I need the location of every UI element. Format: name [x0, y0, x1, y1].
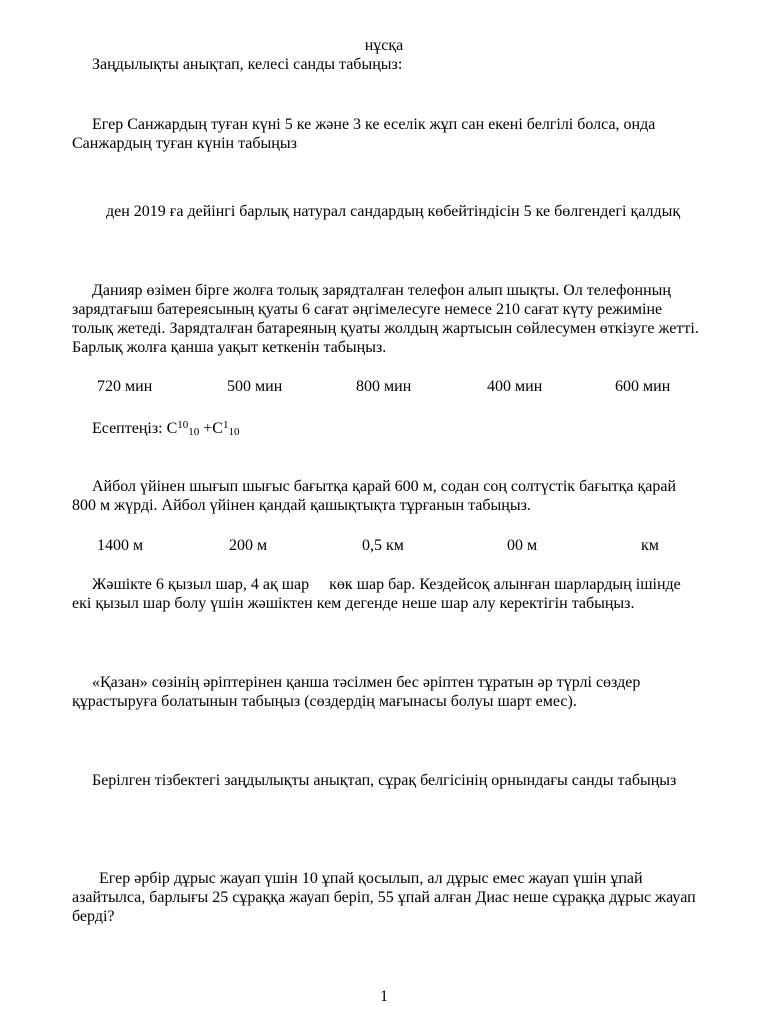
plus-sign: +С — [199, 420, 223, 437]
option-b: 500 мин — [227, 378, 283, 395]
option-d: 00 м — [507, 537, 538, 554]
option-a: 720 мин — [97, 378, 153, 395]
question-10: Егер әрбір дұрыс жауап үшін 10 ұпай қосылып, ал дұрыс емес жауап үшін ұпай азайтылса, барлығы 25 сұраққа жауап беріп, 55 ұпай алған Диас неше сұраққа дұрыс жауап берді? — [72, 870, 696, 925]
option-a: 1400 м — [97, 537, 144, 554]
question-5 — [72, 419, 702, 438]
question-4: Данияр өзімен бірге жолға толық зарядталған телефон алып шықты. Ол телефонның зарядтағыш батереясының қуаты 6 сағат әңгімелесуге немесе 210 сағат күту режиміне толық жетеді. Зарядталған батареяның қуаты жолдың жартысын сөйлесумен өткізуге жетті. Барлық жолға қанша уақыт кеткенін табыңыз. — [72, 282, 699, 356]
page-number: 1 — [380, 988, 388, 1005]
question-9: Берілген тізбектегі заңдылықты анықтап, сұрақ белгісінің орнындағы санды табыңыз — [92, 772, 677, 789]
option-e: км — [641, 537, 659, 554]
combination-1-top: 10 — [177, 419, 189, 431]
question-8: «Қазан» сөзінің әріптерінен қанша тәсілмен бес әріптен тұратын әр түрлі сөздер құрастыруға болатынын табыңыз (сөздердің мағынасы болуы шарт емес). — [72, 674, 641, 710]
option-d: 400 мин — [487, 378, 543, 395]
question-7: Жәшікте 6 қызыл шар, 4 ақ шар көк шар бар. Кездейсоқ алынған шарлардың ішінде екі қызыл шар болу үшін жәшіктен кем дегенде неше шар алу керектігін табыңыз. — [72, 576, 685, 612]
question-2: Егер Санжардың туған күні 5 ке және 3 ке еселік жұп сан екені белгілі болса, онда Санжардың туған күнін табыңыз — [72, 116, 656, 152]
combination-1-bottom: 10 — [188, 426, 200, 438]
option-e: 600 мин — [615, 378, 671, 395]
question-3: ден 2019 ға дейінгі барлық натурал сандардың көбейтіндісін 5 ке бөлгендегі қалдық — [106, 203, 681, 220]
question-5-label: Есептеңіз: С — [92, 420, 178, 437]
option-c: 800 мин — [356, 378, 412, 395]
question-1: Заңдылықты анықтап, келесі санды табыңыз: — [92, 56, 403, 73]
combination-2-top: 1 — [222, 419, 229, 431]
option-b: 200 м — [229, 537, 268, 554]
question-6: Айбол үйінен шығып шығыс бағытқа қарай 600 м, содан соң солтүстік бағытқа қарай 800 м жүрді. Айбол үйінен қандай қашықтықта тұрғанын табыңыз. — [72, 478, 677, 514]
option-c: 0,5 км — [362, 537, 404, 554]
question-4-options — [72, 377, 702, 397]
variant-heading: нұсқа — [364, 37, 404, 54]
combination-2-bottom: 10 — [228, 426, 240, 438]
question-6-options — [72, 536, 702, 556]
